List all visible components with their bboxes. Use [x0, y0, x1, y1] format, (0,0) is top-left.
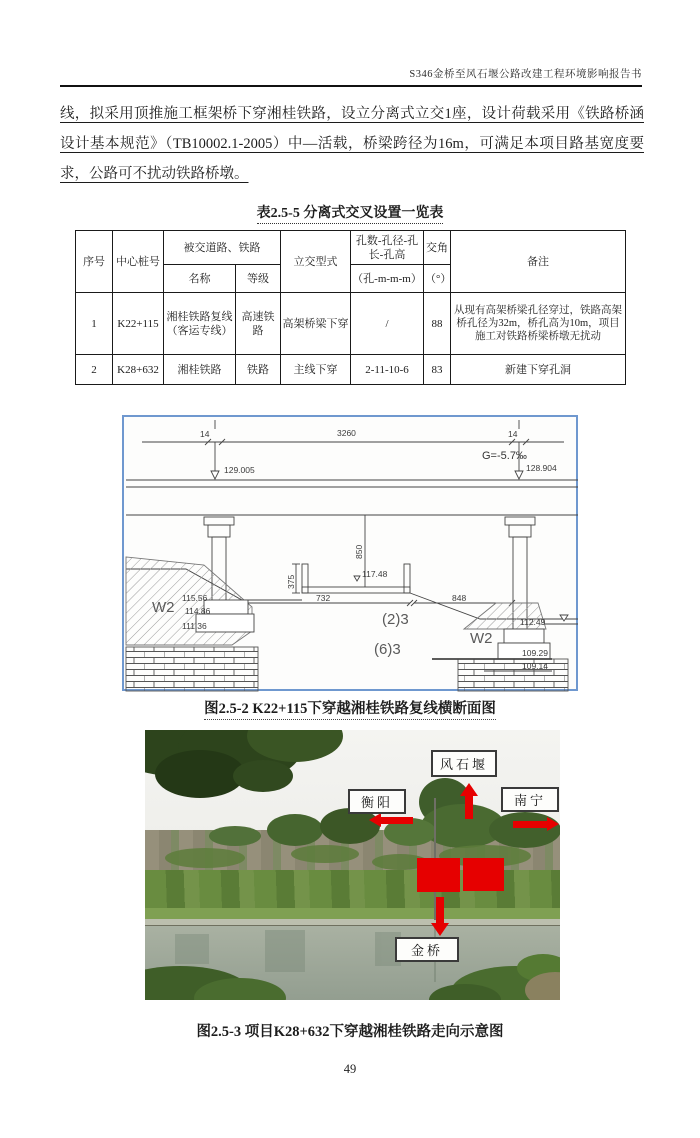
dim-left-span: 732: [316, 593, 331, 603]
arrow-down-icon: [431, 897, 449, 936]
page-header-title: S346金桥至风石堰公路改建工程环境影响报告书: [409, 69, 642, 80]
place-label-nanning: 南宁: [501, 787, 559, 812]
cell-station: K22+115: [113, 293, 164, 355]
cross-section-drawing: [122, 415, 578, 691]
rail-elevation-left: 129.005: [224, 465, 255, 475]
cell-holes: /: [351, 293, 424, 355]
dim-left-small: 14: [200, 429, 210, 439]
cell-type: 高架桥梁下穿: [281, 293, 351, 355]
cell-angle: 83: [424, 355, 451, 385]
cell-holes: 2-11-10-6: [351, 355, 424, 385]
cell-grade: 高速铁路: [236, 293, 281, 355]
header-rule: [60, 85, 642, 87]
table-row: [76, 293, 626, 355]
col-header-angle-unit: （°）: [424, 265, 451, 293]
elevation-left-1: 115.56: [182, 593, 208, 603]
elevation-left-2: 114.86: [185, 606, 211, 616]
elevation-right-2: 109.29: [522, 648, 548, 658]
elevation-right-3: 109.14: [522, 661, 548, 671]
place-label-fengshiyan: 风石堰: [431, 750, 497, 777]
dim-height-center: 850: [354, 544, 364, 559]
track-label-63: (6)3: [374, 641, 401, 658]
tunnel-highlight-right: [463, 858, 504, 891]
col-header-remark: 备注: [451, 231, 626, 293]
cell-angle: 88: [424, 293, 451, 355]
figure2-caption: 图2.5-3 项目K28+632下穿越湘桂铁路走向示意图: [196, 1024, 504, 1040]
cell-remark: 新建下穿孔洞: [451, 355, 626, 385]
site-photo: [145, 730, 560, 1000]
page-number: 49: [343, 1062, 357, 1076]
place-label-hengyang: 衡阳: [348, 789, 406, 814]
cell-name: 湘桂铁路: [164, 355, 236, 385]
dim-trough-height: 375: [286, 574, 296, 589]
arrow-up-icon: [460, 783, 478, 819]
col-header-seq: 序号: [76, 231, 113, 293]
soil-label-w2-right: W2: [470, 630, 493, 647]
cell-name: 湘桂铁路复线（客运专线）: [164, 293, 236, 355]
col-header-holes-unit: （孔-m-m-m）: [351, 265, 424, 293]
crossings-table: [75, 230, 626, 385]
elevation-right-1: 112.49: [520, 617, 546, 627]
figure1-caption: [0, 697, 700, 718]
body-paragraph: 线，拟采用顶推施工框架桥下穿湘桂铁路，设立分离式立交1座，设计荷载采用《铁路桥涵设计基本规范》（TB10002.1-2005）中—活载，桥梁跨径为16m，可满足本项目路基宽度要求，公路可不扰动铁路桥墩。: [60, 106, 644, 182]
col-header-crossed-group: 被交道路、铁路: [164, 231, 281, 265]
dim-span: 3260: [337, 428, 356, 438]
table-row: [76, 355, 626, 385]
track-label-23: (2)3: [382, 611, 409, 628]
cell-seq: 2: [76, 355, 113, 385]
tunnel-highlight-left: [417, 858, 460, 892]
col-header-name: 名称: [164, 265, 236, 293]
cell-type: 主线下穿: [281, 355, 351, 385]
arrow-right-icon: [513, 817, 559, 831]
figure1-caption-text: 图2.5-2 K22+115下穿越湘桂铁路复线横断面图: [204, 701, 496, 720]
col-header-grade: 等级: [236, 265, 281, 293]
soil-label-w2-left: W2: [152, 599, 175, 616]
col-header-type: 立交型式: [281, 231, 351, 293]
cell-seq: 1: [76, 293, 113, 355]
col-header-holes: 孔数-孔径-孔长-孔高: [351, 231, 424, 265]
col-header-angle: 交角: [424, 231, 451, 265]
cell-station: K28+632: [113, 355, 164, 385]
trough-elevation: 117.48: [362, 569, 388, 579]
rail-elevation-right: 128.904: [526, 463, 557, 473]
table-title: [0, 202, 700, 222]
cell-remark: 从现有高架桥梁孔径穿过，铁路高架桥孔径为32m，桥孔高为10m，项目施工对铁路桥梁桥墩无扰动: [451, 293, 626, 355]
dim-right-span: 848: [452, 593, 467, 603]
arrow-left-icon: [369, 813, 413, 827]
dim-right-small: 14: [508, 429, 518, 439]
table-title-text: 表2.5-5 分离式交叉设置一览表: [257, 206, 444, 224]
cell-grade: 铁路: [236, 355, 281, 385]
elevation-left-3: 111.36: [182, 621, 207, 631]
place-label-jinqiao: 金桥: [395, 937, 459, 962]
grade-annotation: G=-5.7‰: [482, 450, 527, 462]
col-header-station: 中心桩号: [113, 231, 164, 293]
